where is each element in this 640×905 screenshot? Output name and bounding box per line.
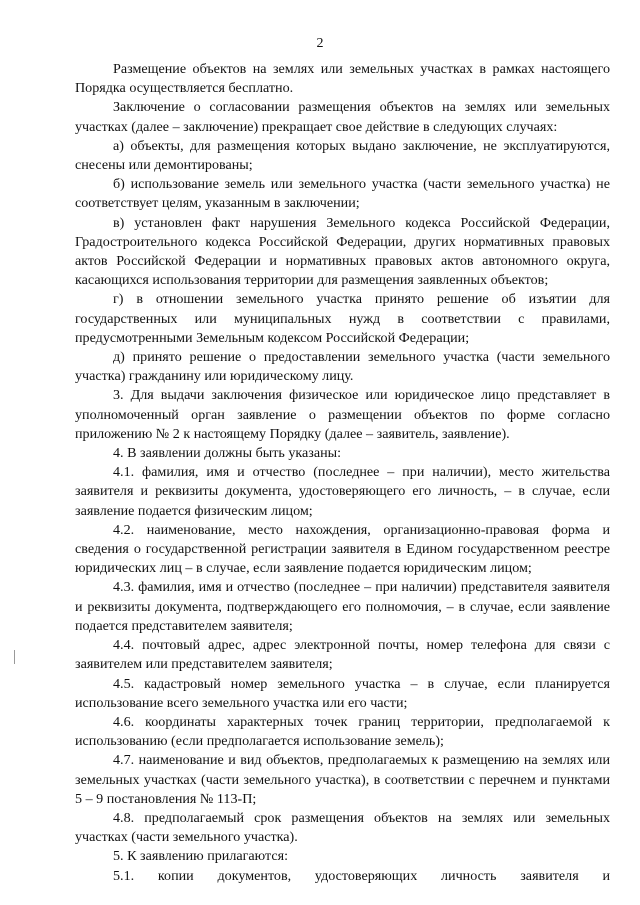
paragraph-item-5: 5. К заявлению прилагаются: <box>113 848 289 865</box>
paragraph-conclusion-termination: Заключение о согласовании размещения объектов на землях или земельных участках (далее – заключение) прекращает свое действие в следующих случаях: <box>75 99 610 135</box>
document-body <box>75 60 610 886</box>
margin-mark <box>14 650 15 664</box>
paragraph-item-4-7: 4.7. наименование и вид объектов, предполагаемых к размещению на землях или земельных участках (части земельного участка), в соответствии с перечнем и пунктами 5 – 9 постановления № 113-П; <box>75 752 610 807</box>
page-number: 2 <box>316 36 324 51</box>
paragraph-case-v: в) установлен факт нарушения Земельного кодекса Российской Федерации, Градостроительного кодекса Российской Федерации, других нормативных правовых актов Российской Федерации и нормативных правовых актов автономного округа, касающихся использования территории для размещения заявленных объектов; <box>75 214 610 289</box>
paragraph-item-5-1: 5.1. копии документов, удостоверяющих личность заявителя и <box>113 867 610 884</box>
paragraph-item-4: 4. В заявлении должны быть указаны: <box>113 445 342 462</box>
paragraph-item-4-2: 4.2. наименование, место нахождения, организационно-правовая форма и сведения о государственной регистрации заявителя в Едином государственном реестре юридических лиц – в случае, если заявление подается юридическим лицом; <box>75 521 610 577</box>
paragraph-item-4-6: 4.6. координаты характерных точек границ территории, предполагаемой к использованию (если предполагается использование земель); <box>75 713 610 750</box>
paragraph-case-g: г) в отношении земельного участка принято решение об изъятии для государственных или муниципальных нужд в соответствии с правилами, предусмотренными Земельным кодексом Российской Федерации; <box>75 291 610 346</box>
paragraph-case-a: а) объекты, для размещения которых выдано заключение, не эксплуатируются, снесены или демонтированы; <box>75 137 610 174</box>
paragraph-free-placement: Размещение объектов на землях или земельных участках в рамках настоящего Порядка осуществляется бесплатно. <box>75 61 610 97</box>
paragraph-case-b: б) использование земель или земельного участка (части земельного участка) не соответствует целям, указанным в заключении; <box>75 176 610 212</box>
paragraph-item-4-8: 4.8. предполагаемый срок размещения объектов на землях или земельных участках (части земельного участка). <box>75 809 610 846</box>
paragraph-item-4-4: 4.4. почтовый адрес, адрес электронной почты, номер телефона для связи с заявителем или представителем заявителя; <box>75 637 610 673</box>
paragraph-case-d: д) принято решение о предоставлении земельного участка (части земельного участка) гражданину или юридическому лицу. <box>75 349 610 385</box>
paragraph-item-4-5: 4.5. кадастровый номер земельного участка – в случае, если планируется использование всего земельного участка или его части; <box>75 675 610 711</box>
paragraph-item-3: 3. Для выдачи заключения физическое или юридическое лицо представляет в уполномоченный орган заявление о размещении объектов по форме согласно приложению № 2 к настоящему Порядку (далее – заявитель, заявление). <box>75 387 610 442</box>
paragraph-item-4-3: 4.3. фамилия, имя и отчество (последнее – при наличии) представителя заявителя и реквизиты документа, подтверждающего его полномочия, – в случае, если заявление подается представителем заявителя; <box>75 579 610 634</box>
paragraph-item-4-1: 4.1. фамилия, имя и отчество (последнее – при наличии), место жительства заявителя и реквизиты документа, удостоверяющего его личность, – в случае, если заявление подается физическим лицом; <box>75 464 610 519</box>
